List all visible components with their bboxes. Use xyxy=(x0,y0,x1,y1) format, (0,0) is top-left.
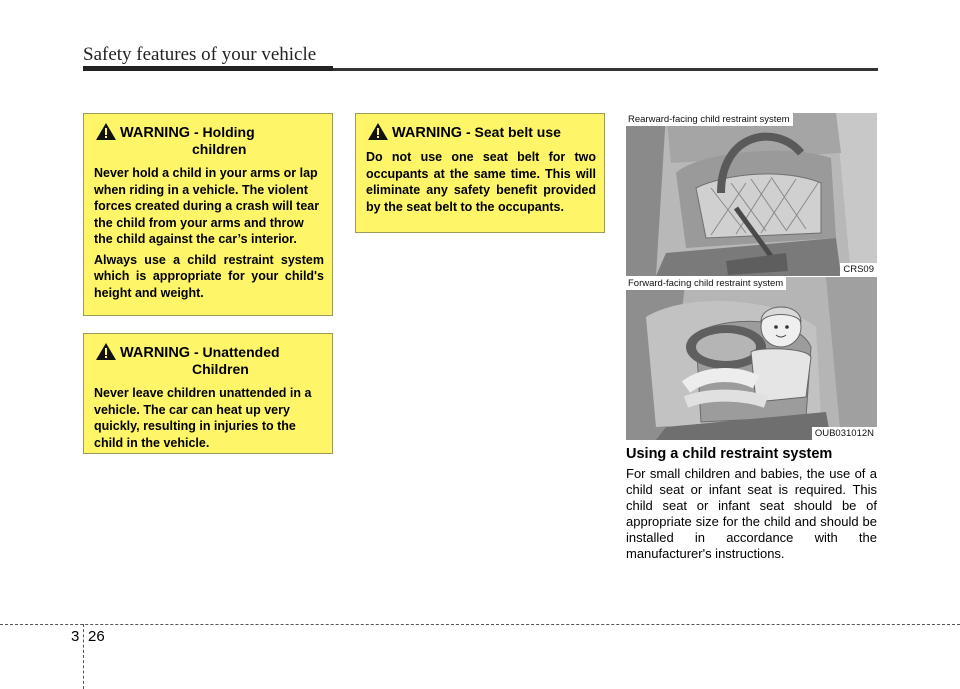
warning-text: Do not use one seat belt for two occupants at the same time. This will eliminate any safety benefit provided by the seat belt to the occupants. xyxy=(366,150,596,214)
warning-label: WARNING xyxy=(120,125,191,141)
rearward-seat-illustration xyxy=(626,113,877,276)
figure-code: CRS09 xyxy=(840,263,877,276)
chapter-number: 3 xyxy=(71,628,80,645)
page-header-title: Safety features of your vehicle xyxy=(83,44,317,65)
figure-label: Forward-facing child restraint system xyxy=(626,277,786,290)
figure-code: OUB031012N xyxy=(812,427,877,440)
figure-rearward-facing xyxy=(626,113,877,276)
page-number: 26 xyxy=(88,628,105,645)
warning-text: Never leave children unattended in a vehicle. The car can heat up very quickly, resulting in injuries to the child in the vehicle. xyxy=(94,386,312,450)
warning-subject: - Holding xyxy=(193,124,255,140)
warning-text: Always use a child restraint system which is appropriate for your child's height and weight. xyxy=(94,252,324,300)
warning-box-seat-belt-use xyxy=(355,113,605,233)
warning-heading xyxy=(94,344,324,377)
warning-box-holding-children xyxy=(83,113,333,316)
warning-subject: - Unattended xyxy=(193,344,280,360)
section-body: For small children and babies, the use of a child seat or infant seat is required. This child seat or infant seat should be of appropriate size for the child and should be installed in accordance with the manufacturer's instructions. xyxy=(626,466,877,561)
figure-forward-facing xyxy=(626,277,877,440)
warning-subject-cont: children xyxy=(192,141,247,157)
warning-heading xyxy=(366,124,596,141)
warning-triangle-icon xyxy=(96,343,116,360)
forward-seat-illustration xyxy=(626,277,877,440)
figure-label: Rearward-facing child restraint system xyxy=(626,113,793,126)
warning-subject-cont: Children xyxy=(192,361,249,377)
footer-divider xyxy=(83,624,84,689)
warning-subject: - Seat belt use xyxy=(465,124,561,140)
warning-triangle-icon xyxy=(96,123,116,140)
warning-label: WARNING xyxy=(392,125,463,141)
header-rule-accent xyxy=(83,66,333,71)
warning-heading xyxy=(94,124,324,157)
warning-text: Never hold a child in your arms or lap when riding in a vehicle. The violent forces created during a crash will tear the child from your arms and throw the child against the car’s interior. xyxy=(94,166,320,246)
section-title: Using a child restraint system xyxy=(626,446,833,462)
footer-rule xyxy=(0,624,960,625)
warning-box-unattended-children xyxy=(83,333,333,454)
warning-label: WARNING xyxy=(120,345,191,361)
warning-triangle-icon xyxy=(368,123,388,140)
